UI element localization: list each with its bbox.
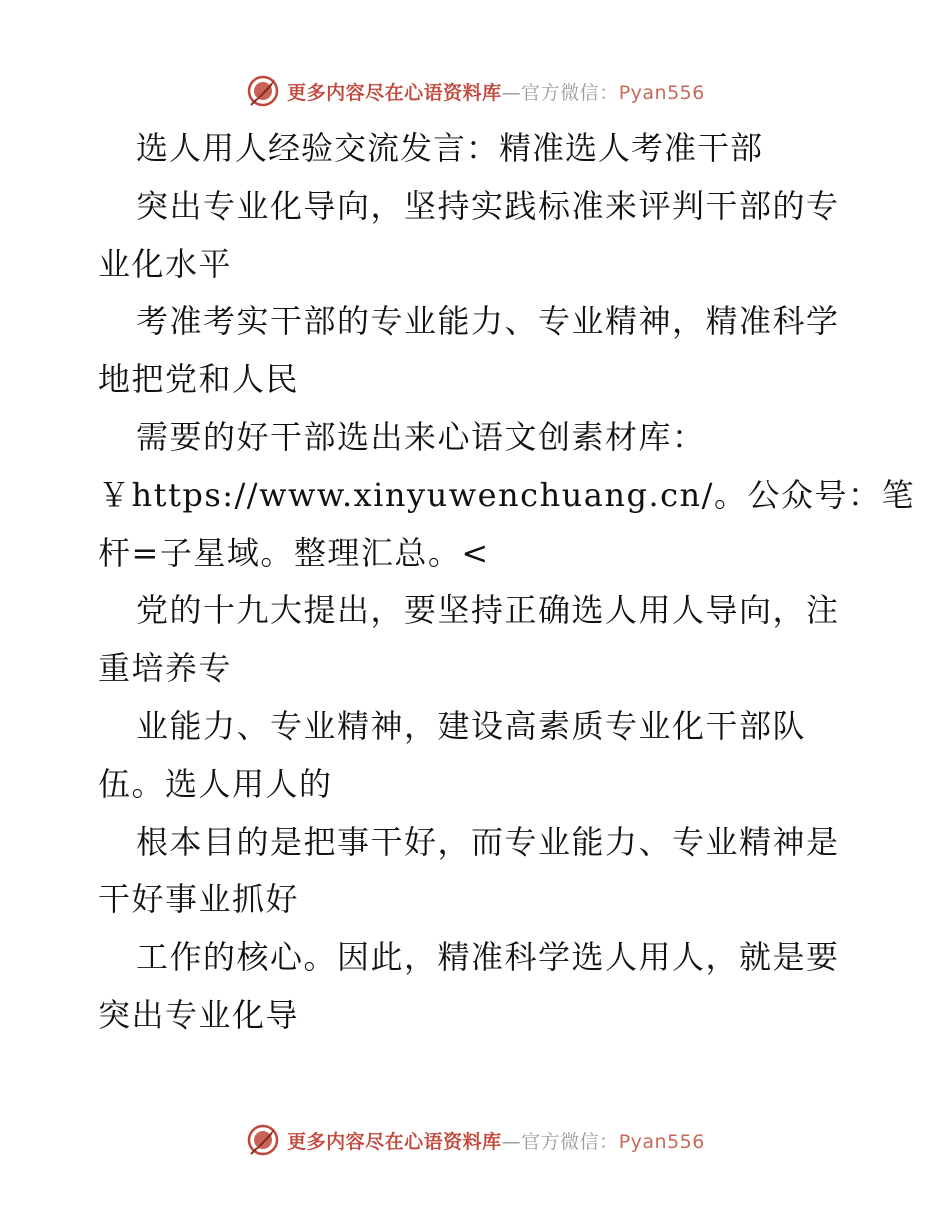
document-body	[98, 120, 915, 1045]
paragraph-line: 根本目的是把事干好，而专业能力、专业精神是	[136, 822, 840, 861]
watermark-main-text: 更多内容尽在心语资料库	[287, 1130, 502, 1153]
paragraph-line: 业化水平	[98, 244, 233, 283]
paragraph-line: 突出专业化导向，坚持实践标准来评判干部的专	[136, 186, 840, 225]
paragraph-line: 伍。选人用人的	[98, 764, 333, 803]
watermark-main-text: 更多内容尽在心语资料库	[287, 81, 502, 104]
watermark-label: 官方微信：	[521, 81, 619, 104]
paragraph-line: 地把党和人民	[98, 360, 300, 399]
header-watermark	[0, 69, 950, 113]
watermark-dash: —	[501, 1130, 522, 1153]
paragraph-line: ￥https://www.xinyuwenchuang.cn/。公众号：笔	[98, 475, 915, 514]
footer-watermark	[0, 1118, 950, 1162]
quill-logo-icon	[245, 1122, 281, 1158]
paragraph-line: 需要的好干部选出来心语文创素材库：	[136, 417, 706, 456]
document-title: 选人用人经验交流发言：精准选人考准干部	[136, 129, 764, 167]
paragraph-line: 突出专业化导	[98, 995, 300, 1034]
paragraph-line: 党的十九大提出，要坚持正确选人用人导向，注	[136, 591, 840, 630]
paragraph-line: 业能力、专业精神，建设高素质专业化干部队	[136, 706, 807, 745]
paragraph-line: 工作的核心。因此，精准科学选人用人，就是要	[136, 938, 840, 977]
paragraph-line: 干好事业抓好	[98, 880, 300, 919]
paragraph-line: 考准考实干部的专业能力、专业精神，精准科学	[136, 302, 840, 341]
watermark-label: 官方微信：	[521, 1130, 619, 1153]
watermark-id: Pyan556	[618, 81, 705, 104]
watermark-dash: —	[501, 81, 522, 104]
quill-logo-icon	[245, 73, 281, 109]
paragraph-line: 重培养专	[98, 649, 233, 688]
paragraph-line: 杆=子星域。整理汇总。<	[98, 533, 490, 572]
watermark-id: Pyan556	[618, 1130, 705, 1153]
